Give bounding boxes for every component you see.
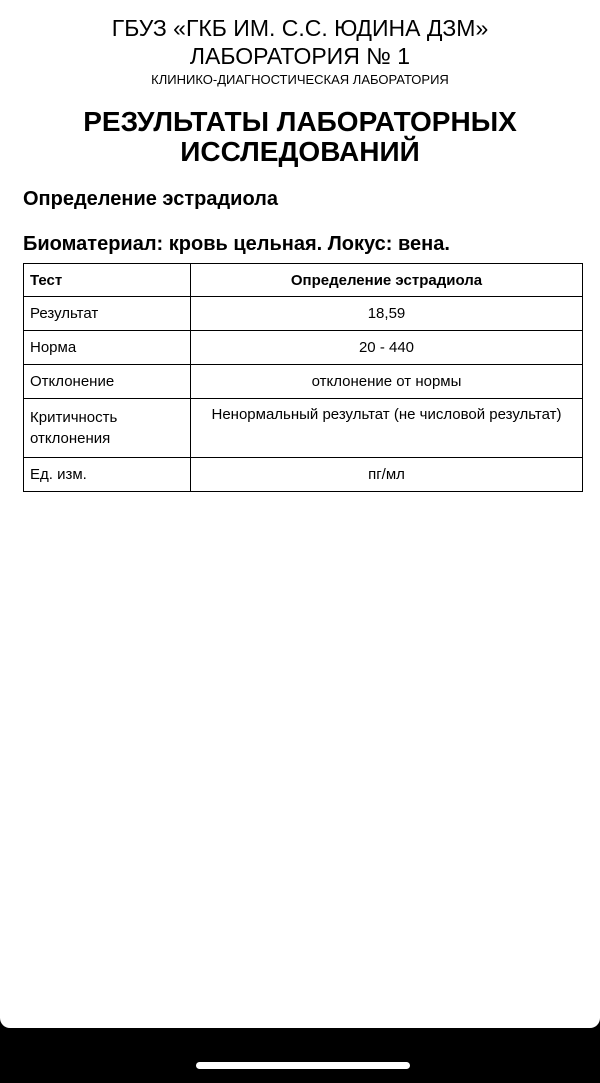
biomaterial-heading: Биоматериал: кровь цельная. Локус: вена.: [23, 233, 450, 255]
report-title-line1: РЕЗУЛЬТАТЫ ЛАБОРАТОРНЫХ: [83, 106, 517, 137]
row-label: Результат: [24, 297, 191, 331]
table-header-row: [24, 264, 583, 297]
row-label: Отклонение: [24, 365, 191, 399]
row-label: Норма: [24, 331, 191, 365]
test-name-heading: Определение эстрадиола: [23, 188, 278, 210]
row-label: [24, 399, 191, 458]
report-title: [0, 107, 600, 167]
results-table: [23, 263, 583, 492]
row-value: отклонение от нормы: [191, 365, 583, 399]
table-row-units: [24, 458, 583, 492]
department-name: КЛИНИКО-ДИАГНОСТИЧЕСКАЯ ЛАБОРАТОРИЯ: [151, 72, 449, 87]
row-label: Ед. изм.: [24, 458, 191, 492]
table-row-deviation: [24, 365, 583, 399]
home-indicator[interactable]: [196, 1062, 410, 1069]
row-value: 18,59: [191, 297, 583, 331]
laboratory-name: ЛАБОРАТОРИЯ № 1: [189, 43, 411, 69]
row-label-line1: Критичность: [30, 409, 118, 426]
table-row-criticality: [24, 399, 583, 458]
table-row-norm: [24, 331, 583, 365]
row-value: Ненормальный результат (не числовой результат): [191, 399, 583, 458]
row-label-line2: отклонения: [30, 430, 111, 447]
table-header-value: Определение эстрадиола: [191, 264, 583, 297]
row-value: пг/мл: [191, 458, 583, 492]
table-header-label: Тест: [24, 264, 191, 297]
report-title-line2: ИССЛЕДОВАНИЙ: [180, 136, 420, 167]
hospital-name: ГБУЗ «ГКБ ИМ. С.С. ЮДИНА ДЗМ»: [111, 15, 489, 41]
row-value: 20 - 440: [191, 331, 583, 365]
table-row-result: [24, 297, 583, 331]
